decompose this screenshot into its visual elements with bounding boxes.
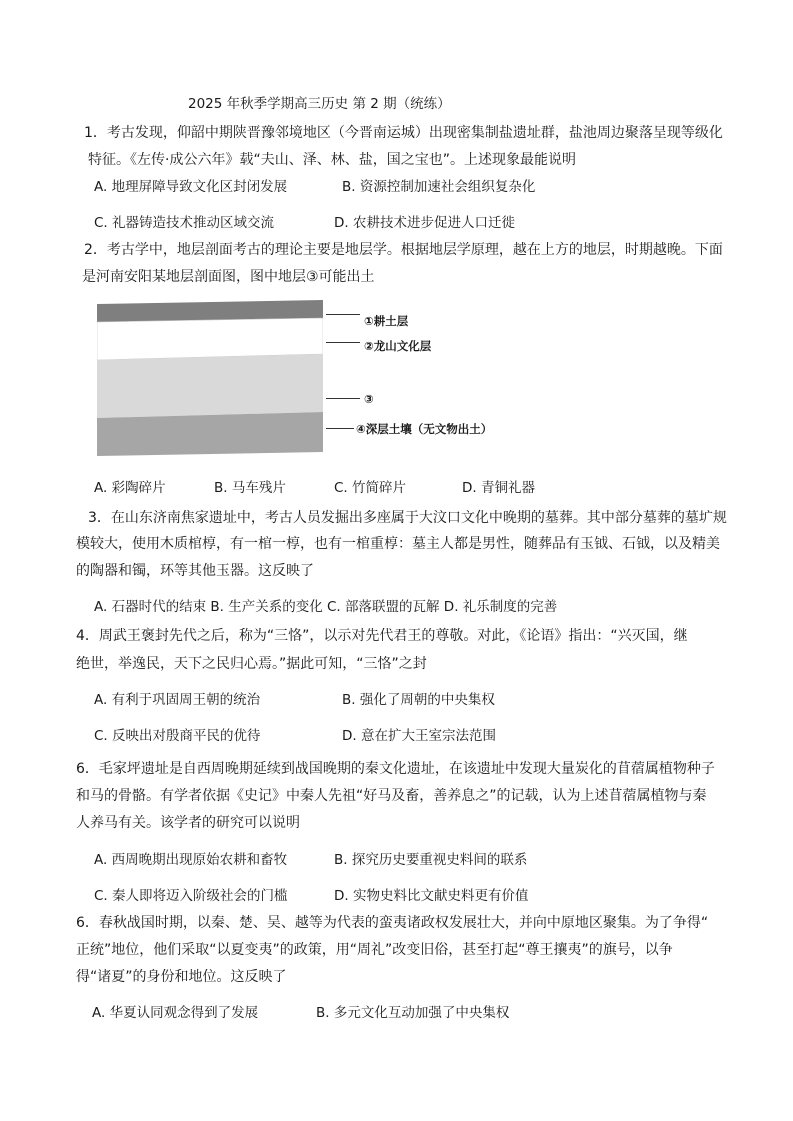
- question-5-stem-line: 人养马有关。该学者的研究可以说明: [76, 815, 300, 831]
- question-6-stem-line: 6．春秋战国时期，以秦、楚、吴、越等为代表的蛮夷诸政权发展壮大，并向中原地区聚集。为了争得“: [76, 915, 709, 931]
- question-5-option-a: A. 西周晚期出现原始农耕和畜牧: [94, 852, 288, 868]
- question-4-option-d: D. 意在扩大王室宗法范围: [342, 728, 496, 744]
- stratigraphic-section-figure: [97, 300, 323, 456]
- question-5-stem-line: 6．毛家坪遗址是自西周晚期延续到战国晚期的秦文化遗址，在该遗址中发现大量炭化的苜蓿属植物种子: [76, 761, 715, 777]
- leader-line: [326, 398, 360, 399]
- stratum-label: ①耕土层: [364, 314, 409, 328]
- question-3-stem-line: 模较大，使用木质棺椁，有一棺一椁，也有一棺重椁：墓主人都是男性，随葬品有玉钺、石钺，以及精美: [76, 536, 720, 552]
- stratum-4-deep-soil: [97, 412, 323, 456]
- question-5-stem-line: 和马的骨骼。有学者依据《史记》中秦人先祖“好马及畜，善养息之”的记载，认为上述苜蓿属植物与秦: [76, 788, 707, 804]
- question-2-stem-line: 是河南安阳某地层剖面图，图中地层③可能出土: [82, 269, 375, 285]
- page-title: 2025 年秋季学期高三历史 第 2 期（统练）: [188, 96, 451, 112]
- leader-line: [326, 428, 354, 429]
- question-1-option-c: C. 礼器铸造技术推动区域交流: [94, 215, 275, 231]
- stratum-label: ③: [364, 392, 374, 406]
- question-1-option-a: A. 地理屏障导致文化区封闭发展: [94, 179, 288, 195]
- question-2-stem-line: 2．考古学中，地层剖面考古的理论主要是地层学。根据地层学原理，越在上方的地层，时期越晚。下面: [84, 242, 723, 258]
- question-5-option-c: C. 秦人即将迈入阶级社会的门槛: [94, 888, 288, 904]
- question-1-stem-line: 1．考古发现，仰韶中期陕晋豫邻境地区（今晋南运城）出现密集制盐遗址群，盐池周边聚落呈现等级化: [84, 125, 723, 141]
- question-5-option-d: D. 实物史料比文献史料更有价值: [334, 888, 529, 904]
- question-3-stem-line: 3．在山东济南焦家遗址中，考古人员发掘出多座属于大汶口文化中晚期的墓葬。其中部分墓葬的墓圹规: [88, 510, 727, 526]
- leader-line: [326, 342, 360, 343]
- stratum-3-layer: [97, 354, 323, 418]
- question-1-stem-line: 特征。《左传·成公六年》载“夫山、泽、林、盐，国之宝也”。上述现象最能说明: [88, 152, 576, 168]
- question-4-stem-line: 4．周武王褒封先代之后，称为“三恪”，以示对先代君王的尊敬。对此，《论语》指出：“兴灭国，继: [76, 628, 688, 644]
- question-2-option-b: B. 马车残片: [214, 480, 286, 496]
- question-1-option-b: B. 资源控制加速社会组织复杂化: [342, 179, 536, 195]
- question-3-options: A. 石器时代的结束 B. 生产关系的变化 C. 部落联盟的瓦解 D. 礼乐制度的完善: [94, 599, 558, 615]
- question-4-option-c: C. 反映出对殷商平民的优待: [94, 728, 261, 744]
- question-6-stem-line: 正统”地位，他们采取“以夏变夷”的政策，用“周礼”改变旧俗，甚至打起“尊王攘夷”的旗号，以争: [76, 942, 673, 958]
- stratum-2-longshan-layer: [97, 318, 323, 360]
- question-1-option-d: D. 农耕技术进步促进人口迁徙: [334, 215, 515, 231]
- question-6-option-a: A. 华夏认同观念得到了发展: [92, 1005, 259, 1021]
- stratum-label: ②龙山文化层: [364, 339, 432, 353]
- question-3-stem-line: 的陶器和镯，环等其他玉器。这反映了: [76, 563, 314, 579]
- question-4-stem-line: 绝世，举逸民，天下之民归心焉。”据此可知，“三恪”之封: [76, 656, 427, 672]
- question-6-option-b: B. 多元文化互动加强了中央集权: [316, 1005, 510, 1021]
- question-4-option-b: B. 强化了周朝的中央集权: [342, 692, 495, 708]
- leader-line: [326, 314, 360, 315]
- question-6-stem-line: 得“诸夏”的身份和地位。这反映了: [76, 969, 287, 985]
- stratum-label: ④深层土壤（无文物出土）: [356, 422, 493, 436]
- question-2-option-c: C. 竹简碎片: [334, 480, 407, 496]
- question-2-option-d: D. 青铜礼器: [462, 480, 535, 496]
- question-4-option-a: A. 有利于巩固周王朝的统治: [94, 692, 261, 708]
- question-5-option-b: B. 探究历史要重视史料间的联系: [334, 852, 528, 868]
- question-2-option-a: A. 彩陶碎片: [94, 480, 166, 496]
